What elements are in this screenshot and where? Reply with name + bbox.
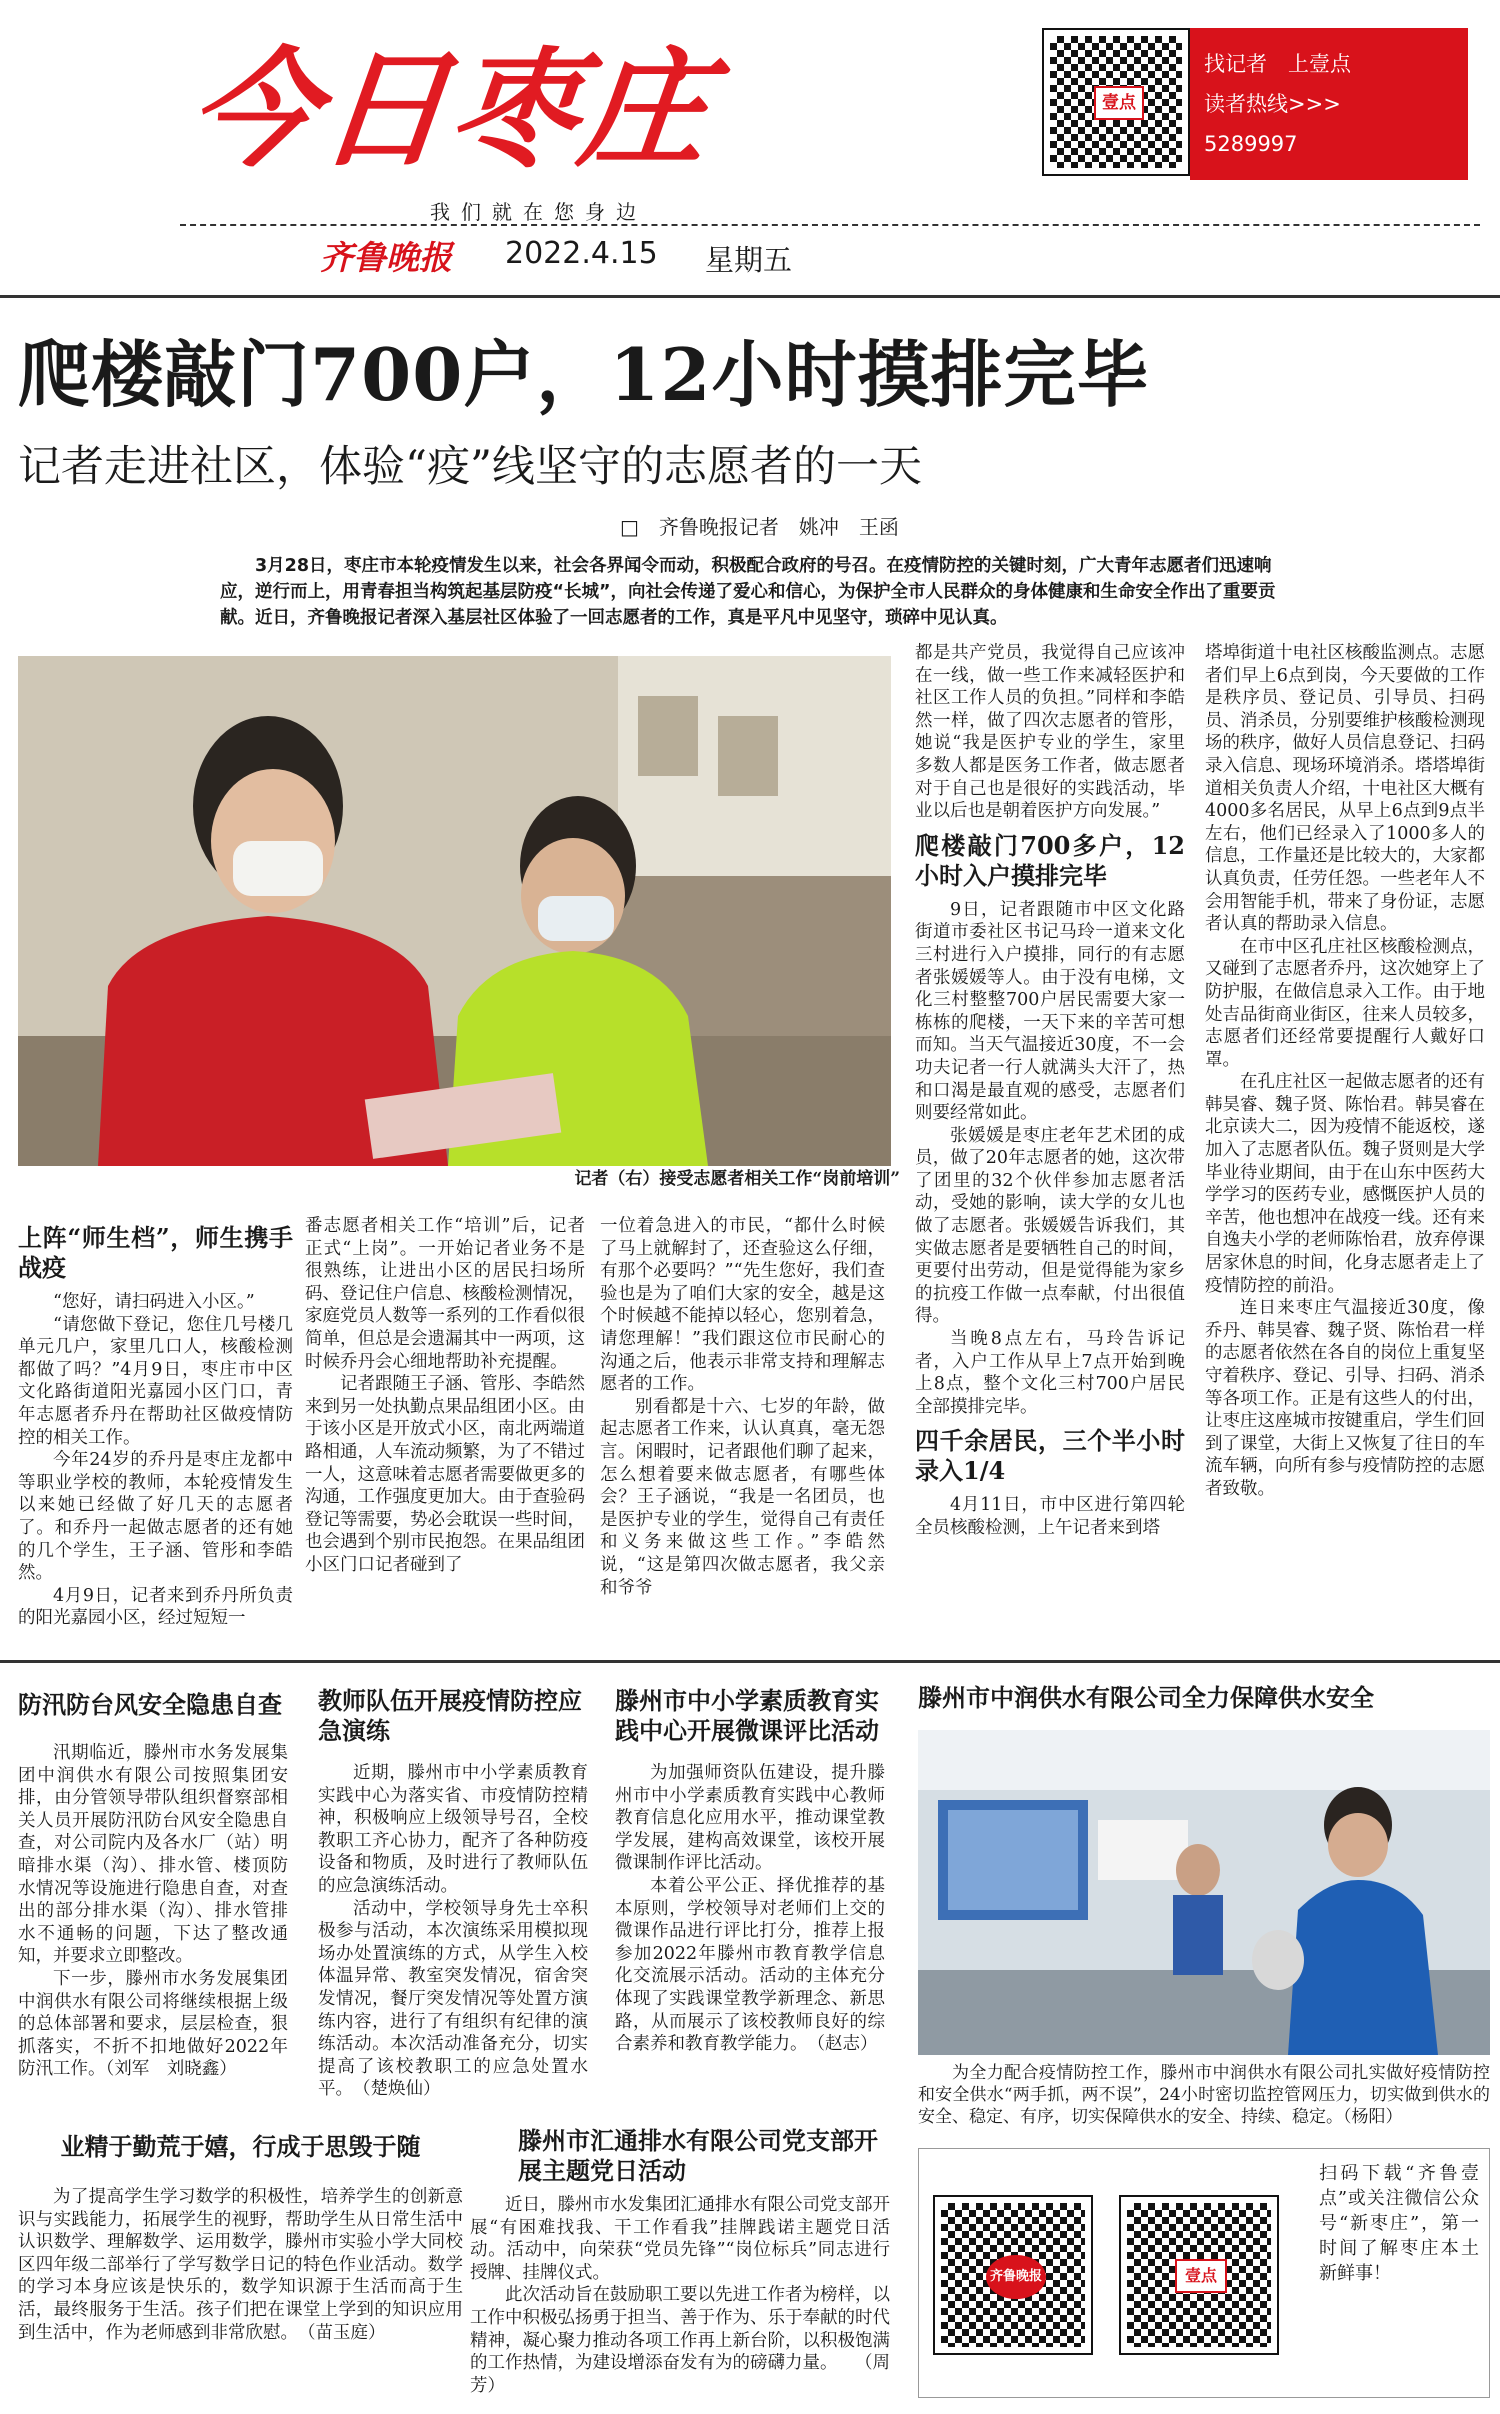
- masthead-title: 今日枣庄: [182, 36, 718, 185]
- masthead-divider: [180, 224, 1480, 226]
- paragraph: 为了提高学生学习数学的积极性，培养学生的创新意识与实践能力，拓展学生的视野，帮助学生从日常生活中认识数学、理解数学、运用数学，滕州市实验小学大同校区四年级二部举行了学写数学日记的特色作业活动。数学的学习本身应该是快乐的，数学知识源于生活而高于生活，最终服务于生活。孩子们把在课堂上学到的知识应用到生活中，作为老师感到非常欣慰。 （苗玉庭）: [18, 2187, 463, 2343]
- issue-weekday: 星期五: [705, 243, 793, 277]
- app-qr-code[interactable]: [933, 2195, 1093, 2355]
- brief-flood-check: [18, 1690, 288, 2081]
- brief-water-title: 滕州市中润供水有限公司全力保障供水安全: [918, 1683, 1374, 1712]
- water-photo-caption: [918, 2062, 1490, 2128]
- paragraph: “请您做下登记，您住几号楼几单元几户，家里几口人，核酸检测都做了吗？”4月9日，枣庄市中区文化路街道阳光嘉园小区门口，青年志愿者乔丹在帮助社区做疫情防控的相关工作。: [18, 1314, 293, 1448]
- paragraph: 4月9日，记者来到乔丹所负责的阳光嘉园小区，经过短短一: [18, 1585, 293, 1629]
- qr-badge: 壹点: [1175, 2259, 1227, 2293]
- article-column-3: [600, 1215, 885, 1599]
- article-column-4: [915, 642, 1185, 1540]
- article-column-5: [1205, 642, 1485, 1501]
- water-photo-illustration: [918, 1730, 1490, 2055]
- hotline-box: [1190, 28, 1468, 180]
- header-rule: [0, 295, 1500, 298]
- wechat-qr-code[interactable]: [1119, 2195, 1279, 2355]
- paragraph: 张媛媛是枣庄老年艺术团的成员，做了20年志愿者的她，这次带了团里的32个伙伴参加志愿者活动，受她的影响，读大学的女儿也做了志愿者。张媛媛告诉我们，其实做志愿者是要牺牲自己的时间，更要付出劳动，但是觉得能为家乡的抗疫工作做一点奉献，付出很值得。: [915, 1125, 1185, 1327]
- masthead-slogan: 我们就在您身边: [430, 200, 647, 224]
- paragraph: “您好，请扫码进入小区。”: [53, 1292, 255, 1312]
- lead-text: 3月28日，枣庄市本轮疫情发生以来，社会各界闻令而动，积极配合政府的号召。在疫情防控的关键时刻，广大青年志愿者们迅速响应，逆行而上，用青春担当构筑起基层防疫“长城”，向社会传递了爱心和信心，为保护全市人民群众的身体健康和生命安全作出了重要贡献。近日，齐鲁晚报记者深入基层社区体验了一回志愿者的工作，真是平凡中见坚守，琐碎中见认真。: [220, 556, 1276, 628]
- article-column-1: [18, 1215, 293, 1630]
- paragraph: 在孔庄社区一起做志愿者的还有韩昊睿、魏子贤、陈怡君。韩昊睿在北京读大二，因为疫情不能返校，遂加入了志愿者队伍。魏子贤则是大学毕业待业期间，由于在山东中医药大学学习的医药专业，感慨医护人员的辛苦，他也想冲在战疫一线。还有来自逸夫小学的老师陈怡君，放弃停课居家休息的时间，化身志愿者走上了疫情防控的前沿。: [1205, 1072, 1485, 1296]
- paragraph: 当晚8点左右，马玲告诉记者，入户工作从早上7点开始到晚上8点，整个文化三村700户居民全部摸排完毕。: [915, 1329, 1185, 1417]
- lead-paragraph: [220, 553, 1295, 631]
- brief-party-day: [470, 2126, 890, 2397]
- byline: □ 齐鲁晚报记者 姚冲 王函: [620, 515, 899, 539]
- paragraph: 近日，滕州市水发集团汇通排水有限公司党支部开展“有困难找我、干工作看我”挂牌践诺主题党日活动。活动中，向荣获“党员先锋”“岗位标兵”同志进行授牌、挂牌仪式。: [470, 2195, 890, 2283]
- article-column-2: [305, 1215, 585, 1577]
- brief-title: 教师队伍开展疫情防控应急演练: [318, 1686, 582, 1745]
- paragraph: 9日，记者跟随市中区文化路街道市委社区书记马玲一道来文化三村进行入户摸排，同行的有志愿者张媛媛等人。由于没有电梯，文化三村整整700户居民需要大家一栋栋的爬楼，一天下来的辛苦可想而知。当天气温接近30度，不一会功夫记者一行人就满头大汗了，热和口渴是最直观的感受，志愿者们则要经常如此。: [915, 899, 1185, 1124]
- paragraph: 近期，滕州市中小学素质教育实践中心为落实省、市疫情防控精神，积极响应上级领导号召，全校教职工齐心协力，配齐了各种防疫设备和物质，及时进行了教师队伍的应急演练活动。: [318, 1763, 588, 1896]
- brief-math-diary: [18, 2132, 463, 2344]
- paragraph: 番志愿者相关工作“培训”后，记者正式“上岗”。一开始记者业务不是很熟练，让进出小区的居民扫场所码、登记住户信息、核酸检测情况，家庭党员人数等一系列的工作看似很简单，但总是会遗漏其中一两项，这时候乔丹会心细地帮助补充提醒。: [305, 1216, 585, 1372]
- paragraph: 4月11日，市中区进行第四轮全员核酸检测，上午记者来到塔: [915, 1495, 1185, 1538]
- photo1-caption: 记者（右）接受志愿者相关工作“岗前培训”: [574, 1169, 900, 1189]
- qr-badge: 壹点: [1094, 86, 1144, 120]
- section-heading-4000-residents: 四千余居民，三个半小时录入1/4: [915, 1426, 1185, 1486]
- paragraph: 记者跟随王子涵、管彤、李皓然来到另一处执勤点果品组团小区。由于该小区是开放式小区，南北两端道路相通，人车流动频繁，为了不错过一人，这意味着志愿者需要做更多的沟通，工作强度更加大。由于查验码登记等需要，势必会耽误一些时间，也会遇到个别市民抱怨。在果品组团小区门口记者碰到了: [305, 1374, 585, 1575]
- brief-title: 滕州市中小学素质教育实践中心开展微课评比活动: [615, 1686, 879, 1745]
- paragraph: 汛期临近，滕州市水务发展集团中润供水有限公司按照集团安排，由分管领导带队组织督察部相关人员开展防汛防台风安全隐患自查，对公司院内及各水厂（站）明暗排水渠（沟）、排水管、楼顶防水情况等设施进行隐患自查，对查出的部分排水渠（沟）、排水管排水不通畅的问题，下达了整改通知，并要求立即整改。: [18, 1743, 288, 1967]
- hotline-label: 读者热线>>>: [1204, 92, 1341, 116]
- hotline-number: 5289997: [1204, 132, 1298, 156]
- volunteer-photo-illustration: [18, 656, 891, 1166]
- paragraph: 今年24岁的乔丹是枣庄龙都中等职业学校的教师，本轮疫情发生以来她已经做了好几天的志愿者了。和乔丹一起做志愿者的还有她的几个学生，王子涵、管彤和李皓然。: [18, 1450, 293, 1584]
- main-headline: 爬楼敲门700户，12小时摸排完毕: [18, 332, 1150, 417]
- paragraph: 一位着急进入的市民，“都什么时候了马上就解封了，还查验这么仔细，有那个必要吗？”“先生您好，我们查验也是为了咱们大家的安全，越是这个时候越不能掉以轻心，您别着急，请您理解！”我们跟这位市民耐心的沟通之后，他表示非常支持和理解志愿者的工作。: [600, 1216, 885, 1395]
- find-reporter-label: 找记者 上壹点: [1204, 52, 1351, 76]
- volunteer-training-photo: [18, 656, 891, 1166]
- reporter-qr-code[interactable]: [1042, 28, 1190, 176]
- section-rule: [0, 1660, 1500, 1663]
- paragraph: 在市中区孔庄社区核酸检测点，又碰到了志愿者乔丹，这次她穿上了防护服，在做信息录入工作。由于地处吉品街商业街区，往来人员较多，志愿者们还经常要提醒行人戴好口罩。: [1205, 936, 1485, 1070]
- paragraph: 都是共产党员，我觉得自己应该冲在一线，做一些工作来减轻医护和社区工作人员的负担。”同样和李皓然一样，做了四次志愿者的管彤，她说“我是医护专业的学生，家里多数人都是医务工作者，做志愿者对于自己也是很好的实践活动，毕业以后也是朝着医护方向发展。”: [915, 643, 1185, 822]
- paragraph: 为加强师资队伍建设，提升滕州市中小学素质教育实践中心教师教育信息化应用水平，推动课堂教学发展，建构高效课堂，该校开展微课制作评比活动。: [615, 1763, 885, 1874]
- brief-title: 滕州市汇通排水有限公司党支部开展主题党日活动: [518, 2126, 878, 2185]
- paragraph: 下一步，滕州市水务发展集团中润供水有限公司将继续根据上级的总体部署和要求，层层检查，狠抓落实，不折不扣地做好2022年防汛工作。（刘军 刘晓鑫）: [18, 1968, 288, 2080]
- paragraph: 连日来枣庄气温接近30度，像乔丹、韩昊睿、魏子贤、陈怡君一样的志愿者依然在各自的岗位上重复坚守着秩序、登记、引导、扫码、消杀等各项工作。正是有这些人的付出，让枣庄这座城市按键重启，学生们回到了课堂，大街上又恢复了往日的车流车辆，向所有参与疫情防控的志愿者致敬。: [1205, 1298, 1485, 1499]
- paragraph: 塔埠街道十电社区核酸监测点。志愿者们早上6点到岗，今天要做的工作是秩序员、登记员、引导员、扫码员、消杀员，分别要维护核酸检测现场的秩序，做好人员信息登记、扫码录入信息、现场环境消杀。塔塔埠街道相关负责人介绍，十电社区大概有4000多名居民，从早上6点到9点半左右，他们已经录入了1000多人的信息，工作量还是比较大的，大家都认真负责，任劳任怨。一些老年人不会用智能手机，带来了身份证，志愿者认真的帮助录入信息。: [1205, 643, 1485, 935]
- paragraph: 此次活动旨在鼓励职工要以先进工作者为榜样，以工作中积极弘扬勇于担当、善于作为、乐于奉献的时代精神，凝心聚力推动各项工作再上新台阶，以积极饱满的工作热情，为建设增添奋发有为的磅礴力量。 （周芳）: [470, 2285, 890, 2396]
- brief-microlesson: [615, 1686, 885, 2056]
- paragraph: 为全力配合疫情防控工作，滕州市中润供水有限公司扎实做好疫情防控和安全供水“两手抓，两不误”，24小时密切监控管网压力，切实做到供水的安全、稳定、有序，切实保障供水的安全、持续、稳定。（杨阳）: [918, 2063, 1490, 2127]
- paragraph: 别看都是十六、七岁的年龄，做起志愿者工作来，认认真真，毫无怨言。闲暇时，记者跟他们聊了起来，怎么想着要来做志愿者，有哪些体会？王子涵说，“我是一名团员，也是医护专业的学生，觉得自己有责任和义务来做这些工作。”李皓然说，“这是第四次做志愿者，我父亲和爷爷: [600, 1396, 885, 1598]
- paper-logo: 齐鲁晚报: [320, 238, 452, 277]
- sub-headline: 记者走进社区，体验“疫”线坚守的志愿者的一天: [18, 442, 922, 492]
- qr-paper-logo: 齐鲁晚报: [986, 2255, 1046, 2299]
- qr-promo-text: 扫码下载“齐鲁壹点”或关注微信公众号“新枣庄”，第一时间了解枣庄本土新鲜事！: [1319, 2163, 1479, 2284]
- issue-date: 2022.4.15: [505, 236, 658, 271]
- app-download-promo: [918, 2148, 1490, 2398]
- section-heading-teacher-student: 上阵“师生档”，师生携手战疫: [18, 1223, 293, 1282]
- section-heading-700-households: 爬楼敲门700多户，12小时入户摸排完毕: [915, 830, 1185, 890]
- paragraph: 活动中，学校领导身先士卒积极参与活动，本次演练采用模拟现场办处置演练的方式，从学生入校体温异常、教室突发情况，宿舍突发情况，餐厅突发情况等处置方演练内容，进行了有组织有纪律的演练活动。本次活动准备充分，切实提高了该校教职工的应急处置水平。 （楚焕仙）: [318, 1898, 588, 2100]
- water-disinfection-photo: [918, 1730, 1490, 2055]
- brief-teacher-drill: [318, 1686, 588, 2101]
- brief-title: 防汛防台风安全隐患自查: [18, 1690, 282, 1719]
- paragraph: 本着公平公正、择优推荐的基本原则，学校领导对老师们上交的微课作品进行评比打分，推荐上报参加2022年滕州市教育教学信息化交流展示活动。活动的主体充分体现了实践课堂教学新理念、新思路，从而展示了该校教师良好的综合素养和教育教学能力。 （赵志）: [615, 1875, 885, 2055]
- brief-title: 业精于勤荒于嬉，行成于思毁于随: [60, 2132, 421, 2161]
